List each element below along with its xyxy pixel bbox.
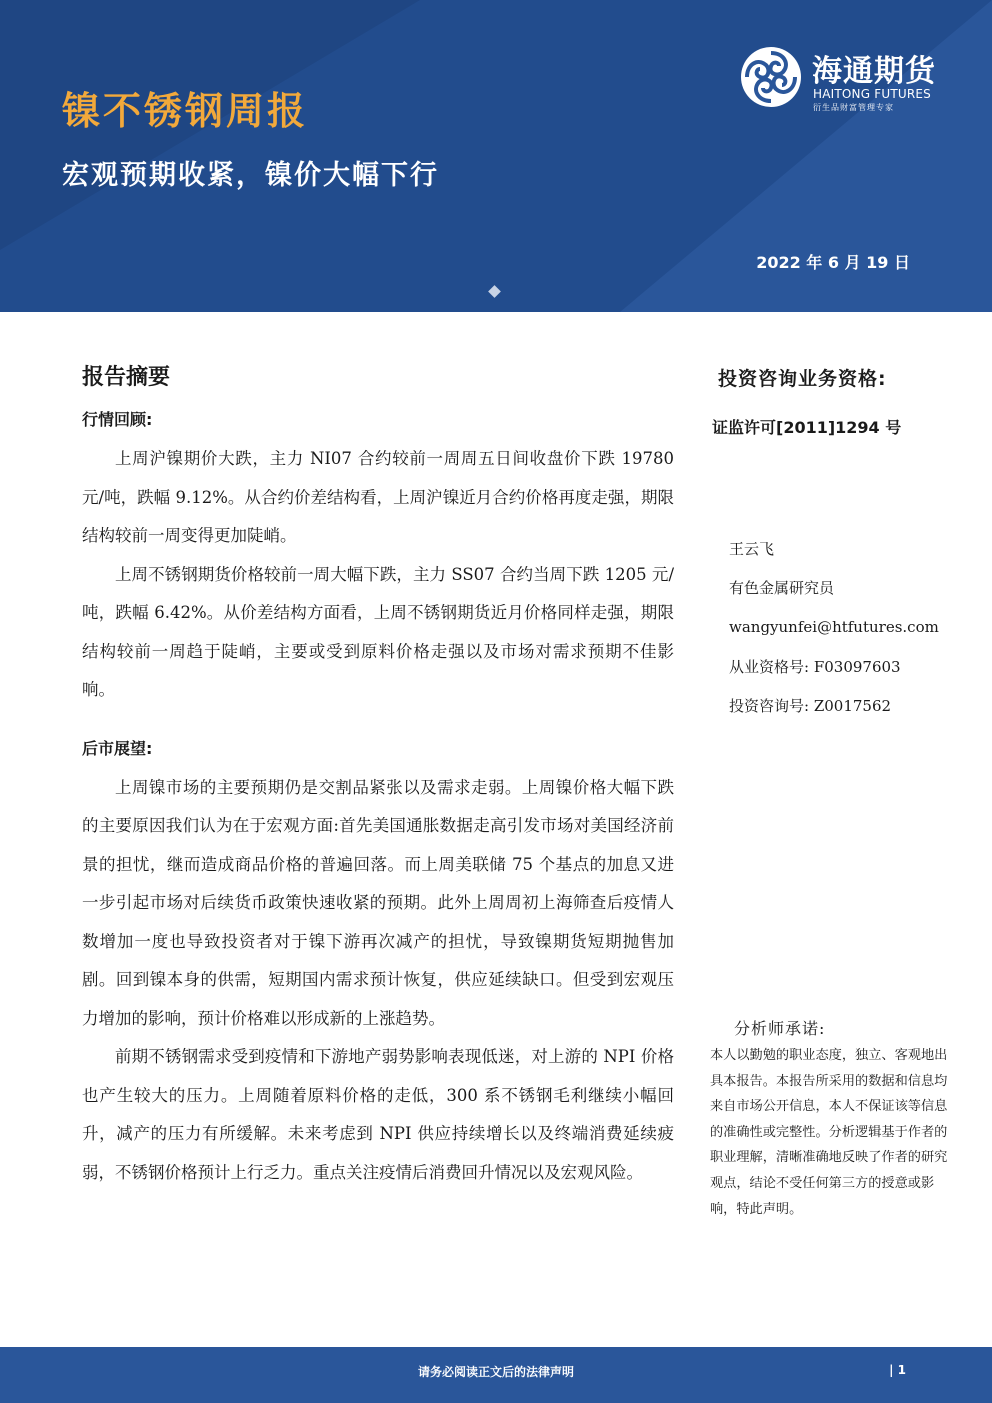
company-logo [738,44,948,116]
report-header [0,0,992,312]
analyst-practice-number: 从业资格号: F03097603 [729,657,901,676]
legal-notice-link[interactable]: 请务必阅读正文后的法律声明 [417,1365,574,1379]
outlook-paragraph: 上周镍市场的主要预期仍是交割品紧张以及需求走弱。上周镍价格大幅下跌的主要原因我们认为在于宏观方面:首先美国通胀数据走高引发市场对美国经济前景的担忧，继而造成商品价格的普遍回落。而上周美联储 75 个基点的加息又进一步引起市场对后续货币政策快速收紧的预期。此外上周周初上海筛查后疫情人数增加一度也导致投资者对于镍下游再次减产的担忧，导致镍期货短期抛售加剧。回到镍本身的供需，短期国内需求预计恢复，供应延续缺口。但受到宏观压力增加的影响，预计价格难以形成新的上涨趋势。 [82,777,674,1028]
report-type-title: 镍不锈钢周报 [62,89,309,133]
review-paragraph: 上周沪镍期价大跌，主力 NI07 合约较前一周周五日间收盘价下跌 19780 元/吨，跌幅 9.12%。从合约价差结构看，上周沪镍近月合约价格再度走强，期限结构较前一周变得更加陡峭。 [82,449,674,545]
report-headline: 宏观预期收紧，镍价大幅下行 [62,160,439,191]
promise-text: 本人以勤勉的职业态度，独立、客观地出具本报告。本报告所采用的数据和信息均来自市场公开信息，本人不保证该等信息的准确性或完整性。分析逻辑基于作者的职业理解，清晰准确地反映了作者的研究观点，结论不受任何第三方的授意或影响，特此声明。 [710,1048,948,1217]
summary-section [82,360,674,1192]
page-footer [0,1347,992,1403]
analyst-info [729,530,969,726]
report-date: 2022 年 6 月 19 日 [756,253,910,272]
promise-title: 分析师承诺: [734,1019,826,1038]
review-title: 行情回顾: [82,410,153,429]
analyst-name: 王云飞 [729,540,775,558]
haitong-emblem-icon [738,44,804,110]
analyst-email[interactable]: wangyunfei@htfutures.com [729,618,939,637]
outlook-title: 后市展望: [82,738,153,758]
qualification-block [712,360,952,438]
page-number: | 1 [889,1363,906,1377]
analyst-promise [710,1016,948,1222]
logo-name-cn: 海通期货 [812,54,936,89]
review-paragraph: 上周不锈钢期货价格较前一周大幅下跌，主力 SS07 合约当周下跌 1205 元/吨，跌幅 6.42%。从价差结构方面看，上周不锈钢期货近月价格同样走强，期限结构较前一周趋于陡峭，主要或受到原料价格走强以及市场对需求预期不佳影响。 [82,564,674,699]
logo-tagline: 衍生品财富管理专家 [813,103,894,112]
license-number: 证监许可[2011]1294 号 [712,418,902,437]
analyst-title: 有色金属研究员 [729,579,835,598]
summary-title: 报告摘要 [82,365,171,390]
qualification-title: 投资咨询业务资格: [718,368,887,390]
outlook-paragraph: 前期不锈钢需求受到疫情和下游地产弱势影响表现低迷，对上游的 NPI 价格也产生较大的压力。上周随着原料价格的走低，300 系不锈钢毛利继续小幅回升，减产的压力有所缓解。未来考虑到 NPI 供应持续增长以及终端消费延续疲弱，不锈钢价格预计上行乏力。重点关注疫情后消费回升情况以及宏观风险。 [82,1047,674,1182]
analyst-consult-number: 投资咨询号: Z0017562 [729,696,892,715]
logo-name-en: HAITONG FUTURES [813,87,931,101]
